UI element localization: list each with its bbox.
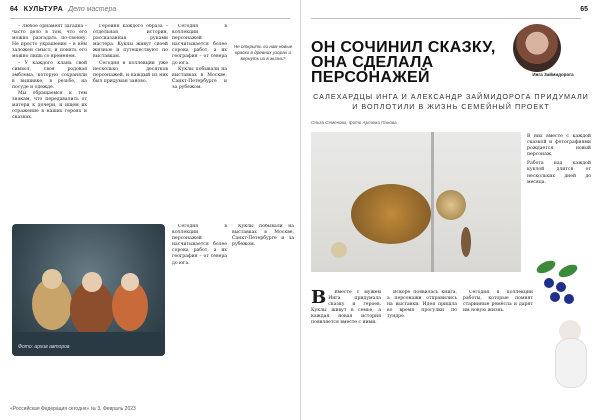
subsection-title: Дело мастера xyxy=(68,6,117,13)
dolls-photo xyxy=(12,224,165,356)
paragraph: Куклы побывали на выставках в Москве, Санкт-Петербурге и за рубежом. xyxy=(172,66,227,90)
doll-figure xyxy=(436,190,466,220)
page-number: 65 xyxy=(580,6,588,13)
paragraph: – Любое орнамент загадка – часто дело в том, что его можно разгадать по-своему. Не просто украшение – в нём заложен смысл, и понять его можно лишь со временем. xyxy=(12,24,87,60)
article-lede: САЛЕХАРДЦЫ ИНГА И АЛЕКСАНДР ЗАЙМИДОРОГА ПРИДУМАЛИ И ВОПЛОТИЛИ В ЖИЗНЬ СЕМЕЙНЫЙ ПРОЕКТ xyxy=(313,92,589,111)
section-title: КУЛЬТУРА xyxy=(23,6,64,13)
spider-doll-photo xyxy=(311,132,521,272)
header-rule xyxy=(311,18,581,19)
doll-figure xyxy=(461,227,471,257)
paragraph: Вскоре появилась книга, а персонажи отправились на выставки. Идея пришла во время прогулки по тундре. xyxy=(387,290,457,320)
pull-quote: Не открыть ли нам новые краски в древних узорах и вернуть их в жизнь? xyxy=(233,44,293,61)
header-rule xyxy=(10,18,290,19)
berry xyxy=(564,294,574,304)
paragraph: Сегодня в коллекции персонажей насчитывается более сорока работ, а их география – от севера до юга. xyxy=(172,224,227,266)
paragraph: Героиня каждого образа – отдельная история, рассказанная руками мастера. Куклы живут своей жизнью и путешествуют по выставкам. xyxy=(93,24,168,60)
paragraph: Сегодня в коллекции работы, которые помнят старинные ремёсла и дарят им новую жизнь. xyxy=(463,290,533,314)
article-credits: Ольга Семенова, фото Артема Панова xyxy=(311,120,397,125)
left-page-header xyxy=(10,6,116,18)
doll-figure xyxy=(351,184,431,244)
paragraph: Сегодня в коллекции уже несколько десятков персонажей, и каждый из них был придуман заново. xyxy=(93,60,168,84)
paragraph: В них вместе с каждой сказкой и фотографиями рождается новый персонаж. xyxy=(527,134,591,158)
title-line-2: ОНА СДЕЛАЛА ПЕРСОНАЖЕЙ xyxy=(311,54,434,86)
left-column-1 xyxy=(12,24,87,220)
right-page xyxy=(301,0,600,420)
berry xyxy=(556,282,566,292)
doll-figure xyxy=(331,242,347,258)
author-portrait xyxy=(513,24,561,72)
paragraph: Куклы побывали на выставках в Москве, Санкт-Петербурге и за рубежом. xyxy=(232,224,294,248)
paragraph: Работа над каждой куклой длится от нескольких дней до месяца. xyxy=(527,161,591,185)
berry xyxy=(550,292,560,302)
magazine-footer: «Российская Федерация сегодня» № 3, Февраль 2023 xyxy=(10,406,136,412)
title-line-1: ОН СОЧИНИЛ СКАЗКУ, xyxy=(311,39,496,56)
body-column-1 xyxy=(311,290,381,327)
paragraph: Мы обращаемся к тем знакам, что передавались от матери к дочери, и ищем их отражение в наших героях и сказках. xyxy=(12,91,87,121)
body-column-2 xyxy=(387,290,457,320)
paragraph: – У каждого клана свой символ, своя родовая эмблема, которую сохраняли в вышивке, в резьбе, на посуде и одежде. xyxy=(12,60,87,90)
photo-caption: Фото: архив авторов xyxy=(18,344,70,350)
drop-cap: В xyxy=(311,290,327,308)
leaf xyxy=(535,258,557,276)
paragraph: Сегодня в коллекции персонажей насчитывается более сорока работ, а их география – от севера до юга. xyxy=(172,24,227,66)
left-column-3 xyxy=(172,24,227,220)
article-title xyxy=(311,40,511,85)
page-number: 64 xyxy=(10,6,18,13)
stand-rod xyxy=(431,132,434,272)
portrait-name: Инга Займидорога xyxy=(521,72,585,77)
left-column-2 xyxy=(93,24,168,220)
paragraph: Вместе с мужем Инга придумала сказку и героев. Куклы живут в семье, а каждая новая история появляется вместе с ними. xyxy=(311,290,381,326)
berries-illustration xyxy=(536,262,586,322)
side-column xyxy=(527,134,591,189)
left-column-4-lower xyxy=(232,224,294,404)
doll-body xyxy=(555,338,587,388)
berry xyxy=(544,278,554,288)
left-column-3-lower xyxy=(172,224,227,404)
dolls-illustration xyxy=(12,224,165,356)
leaf xyxy=(557,262,579,280)
white-doll xyxy=(549,320,589,390)
body-column-3 xyxy=(463,290,533,314)
